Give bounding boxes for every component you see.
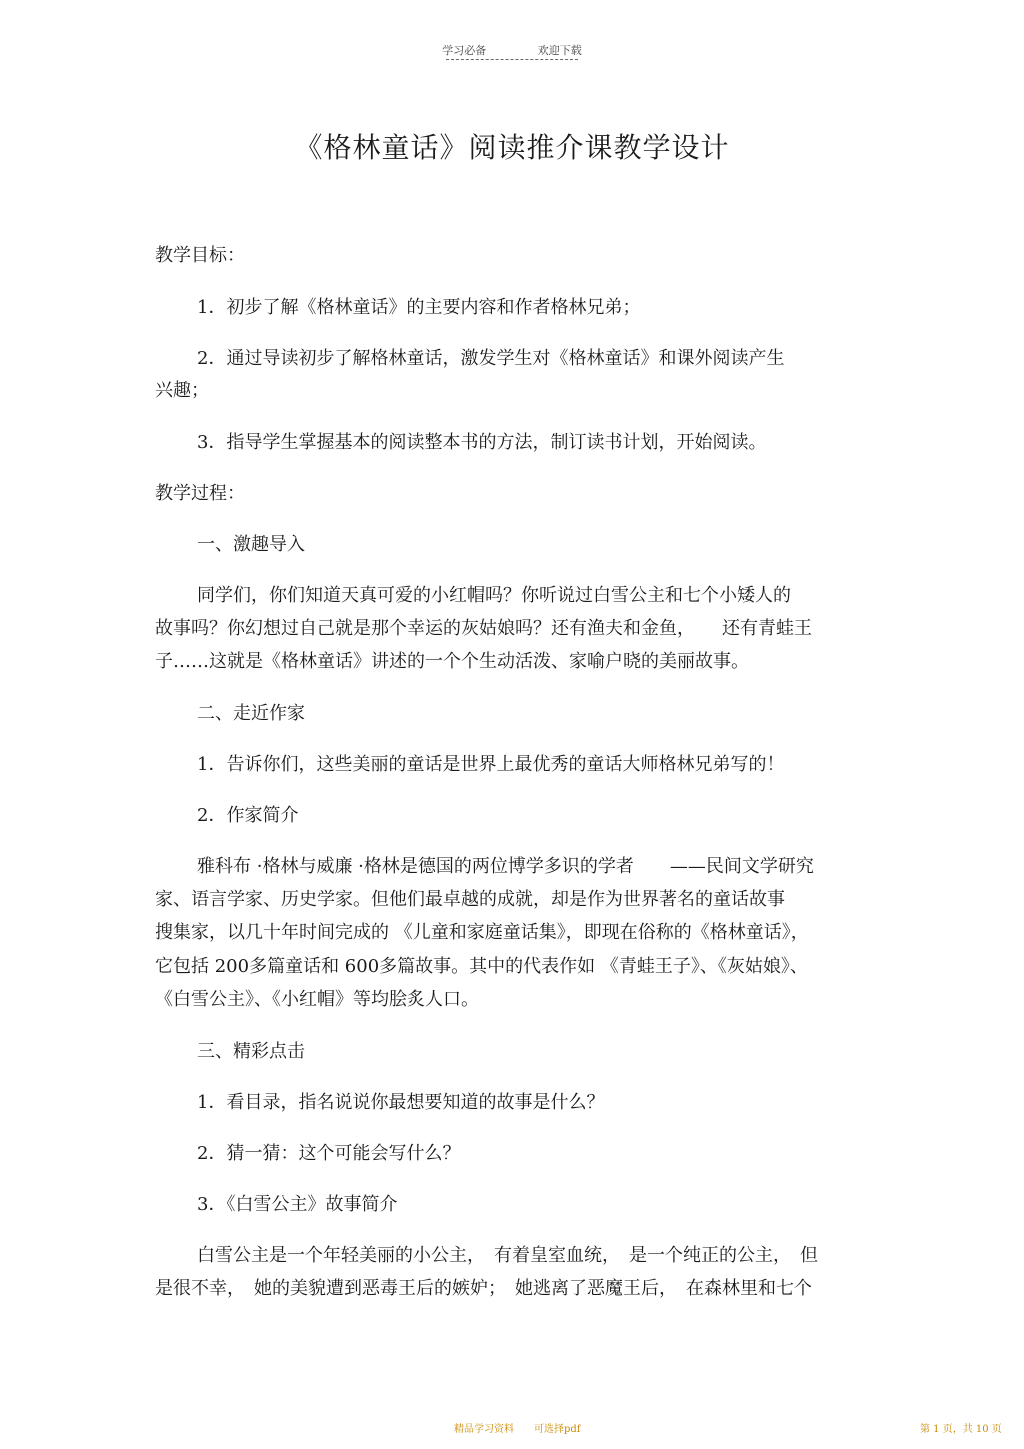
text-line: 同学们，你们知道天真可爱的小红帽吗？你听说过白雪公主和七个小矮人的 — [197, 585, 791, 606]
text-line: 故事吗？你幻想过自己就是那个幸运的灰姑娘吗？还有渔夫和金鱼， 还有青蛙王 — [155, 618, 812, 639]
header-left-text: 学习必备 — [442, 44, 487, 57]
text-line: 2．通过导读初步了解格林童话，激发学生对《格林童话》和课外阅读产生 — [197, 348, 785, 369]
header-divider — [446, 59, 578, 60]
text-line: 它包括 200多篇童话和 600多篇故事。其中的代表作如 《青蛙王子》、《灰姑娘》、 — [155, 956, 808, 977]
text-line: 是很不幸， 她的美貌遭到恶毒王后的嫉妒； 她逃离了恶魔王后， 在森林里和七个 — [155, 1278, 812, 1299]
text-line: 子……这就是《格林童话》讲述的一个个生动活泼、家喻户晓的美丽故事。 — [155, 651, 749, 672]
text-line: 教学目标： — [155, 245, 245, 266]
text-line: 《白雪公主》、《小红帽》等均脍炙人口。 — [155, 989, 479, 1010]
text-line: 兴趣； — [155, 380, 209, 401]
text-line: 二、走近作家 — [197, 703, 305, 724]
text-line: 教学过程： — [155, 483, 245, 504]
text-line: 搜集家，以几十年时间完成的 《儿童和家庭童话集》，即现在俗称的《格林童话》， — [155, 922, 809, 943]
document-title: 《格林童话》阅读推介课教学设计 — [294, 131, 730, 164]
text-line: 白雪公主是一个年轻美丽的小公主， 有着皇室血统， 是一个纯正的公主， 但 — [197, 1245, 818, 1266]
header-right-text: 欢迎下载 — [537, 44, 582, 57]
text-line: 1．初步了解《格林童话》的主要内容和作者格林兄弟； — [197, 297, 641, 318]
text-line: 家、语言学家、历史学家。但他们最卓越的成就，却是作为世界著名的童话故事 — [155, 889, 785, 910]
text-line: 1．看目录，指名说说你最想要知道的故事是什么？ — [197, 1092, 605, 1113]
footer-left-text: 精品学习资料 可选择pdf — [454, 1424, 581, 1435]
text-line: 2．作家简介 — [197, 805, 299, 826]
text-line: 三、精彩点击 — [197, 1041, 305, 1062]
text-line: 一、激趣导入 — [197, 534, 305, 555]
text-line: 1．告诉你们，这些美丽的童话是世界上最优秀的童话大师格林兄弟写的！ — [197, 754, 785, 775]
text-line: 3．《白雪公主》故事简介 — [197, 1194, 398, 1215]
text-line: 3．指导学生掌握基本的阅读整本书的方法，制订读书计划，开始阅读。 — [197, 432, 767, 453]
page-number: 第 1 页，共 10 页 — [920, 1424, 1002, 1435]
text-line: 雅科布 ·格林与威廉 ·格林是德国的两位博学多识的学者 ——民间文学研究 — [197, 856, 814, 877]
text-line: 2．猜一猜：这个可能会写什么？ — [197, 1143, 461, 1164]
page-header — [0, 42, 1024, 58]
